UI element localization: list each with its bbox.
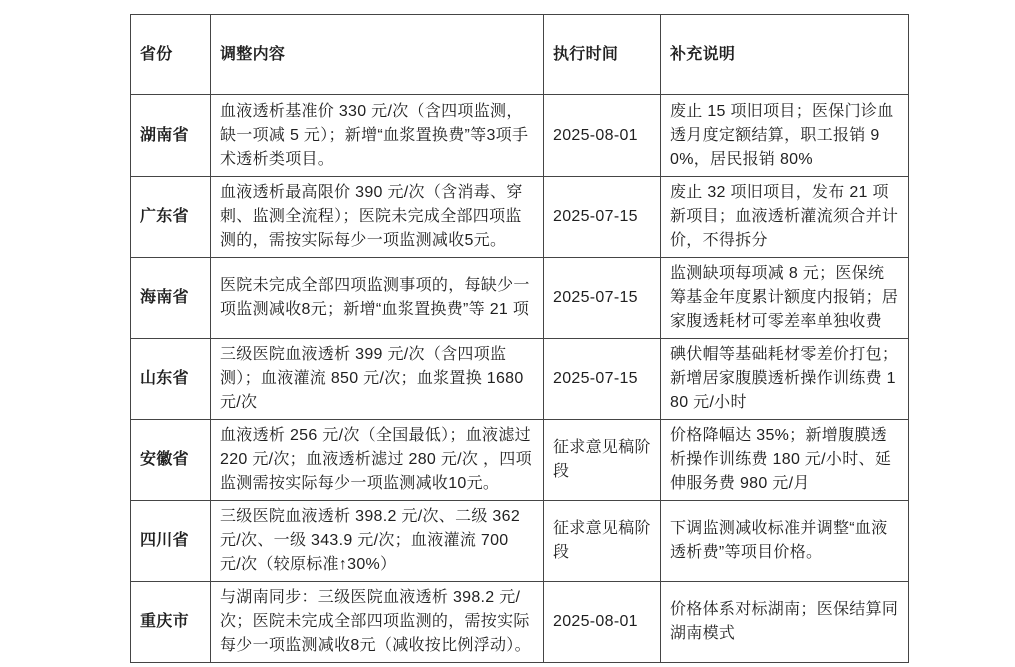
cell-content: 三级医院血液透析 399 元/次（含四项监测）；血液灌流 850 元/次；血浆置换 1680 元/次 — [211, 339, 544, 420]
table-row — [131, 582, 909, 663]
cell-province: 山东省 — [131, 339, 211, 420]
cell-time: 2025-07-15 — [544, 339, 661, 420]
cell-content: 医院未完成全部四项监测事项的，每缺少一项监测减收8元；新增“血浆置换费”等 21 项 — [211, 258, 544, 339]
cell-notes: 下调监测减收标准并调整“血液透析费”等项目价格。 — [661, 501, 909, 582]
table-row — [131, 420, 909, 501]
cell-province: 重庆市 — [131, 582, 211, 663]
table-row — [131, 501, 909, 582]
cell-province: 海南省 — [131, 258, 211, 339]
pricing-table-container — [130, 14, 908, 663]
cell-province: 四川省 — [131, 501, 211, 582]
cell-notes: 废止 15 项旧项目；医保门诊血透月度定额结算，职工报销 90%，居民报销 80% — [661, 95, 909, 177]
cell-time: 2025-08-01 — [544, 95, 661, 177]
column-header-content: 调整内容 — [211, 15, 544, 95]
cell-notes: 监测缺项每项减 8 元；医保统筹基金年度累计额度内报销；居家腹透耗材可零差率单独收费 — [661, 258, 909, 339]
cell-notes: 价格降幅达 35%；新增腹膜透析操作训练费 180 元/小时、延伸服务费 980 元/月 — [661, 420, 909, 501]
cell-content: 与湖南同步：三级医院血液透析 398.2 元/次；医院未完成全部四项监测的，需按实际每少一项监测减收8元（减收按比例浮动）。 — [211, 582, 544, 663]
cell-time: 2025-08-01 — [544, 582, 661, 663]
cell-content: 血液透析基准价 330 元/次（含四项监测，缺一项减 5 元）；新增“血浆置换费”等3项手术透析类项目。 — [211, 95, 544, 177]
table-body — [131, 95, 909, 663]
table-row — [131, 258, 909, 339]
table-row — [131, 95, 909, 177]
table-header — [131, 15, 909, 95]
dialysis-pricing-table — [130, 14, 909, 663]
column-header-province: 省份 — [131, 15, 211, 95]
table-row — [131, 339, 909, 420]
cell-time: 2025-07-15 — [544, 258, 661, 339]
cell-content: 血液透析最高限价 390 元/次（含消毒、穿刺、监测全流程）；医院未完成全部四项监测的，需按实际每少一项监测减收5元。 — [211, 177, 544, 258]
cell-time: 征求意见稿阶段 — [544, 501, 661, 582]
table-row — [131, 177, 909, 258]
cell-province: 湖南省 — [131, 95, 211, 177]
cell-time: 2025-07-15 — [544, 177, 661, 258]
cell-content: 血液透析 256 元/次（全国最低）；血液滤过 220 元/次；血液透析滤过 280 元/次 ，四项监测需按实际每少一项监测减收10元。 — [211, 420, 544, 501]
column-header-time: 执行时间 — [544, 15, 661, 95]
cell-notes: 废止 32 项旧项目，发布 21 项新项目；血液透析灌流须合并计价，不得拆分 — [661, 177, 909, 258]
cell-province: 安徽省 — [131, 420, 211, 501]
cell-time: 征求意见稿阶段 — [544, 420, 661, 501]
cell-province: 广东省 — [131, 177, 211, 258]
cell-notes: 价格体系对标湖南；医保结算同湖南模式 — [661, 582, 909, 663]
cell-notes: 碘伏帽等基础耗材零差价打包；新增居家腹膜透析操作训练费 180 元/小时 — [661, 339, 909, 420]
column-header-notes: 补充说明 — [661, 15, 909, 95]
cell-content: 三级医院血液透析 398.2 元/次、二级 362 元/次、一级 343.9 元/次；血液灌流 700 元/次（较原标准↑30%） — [211, 501, 544, 582]
header-row — [131, 15, 909, 95]
